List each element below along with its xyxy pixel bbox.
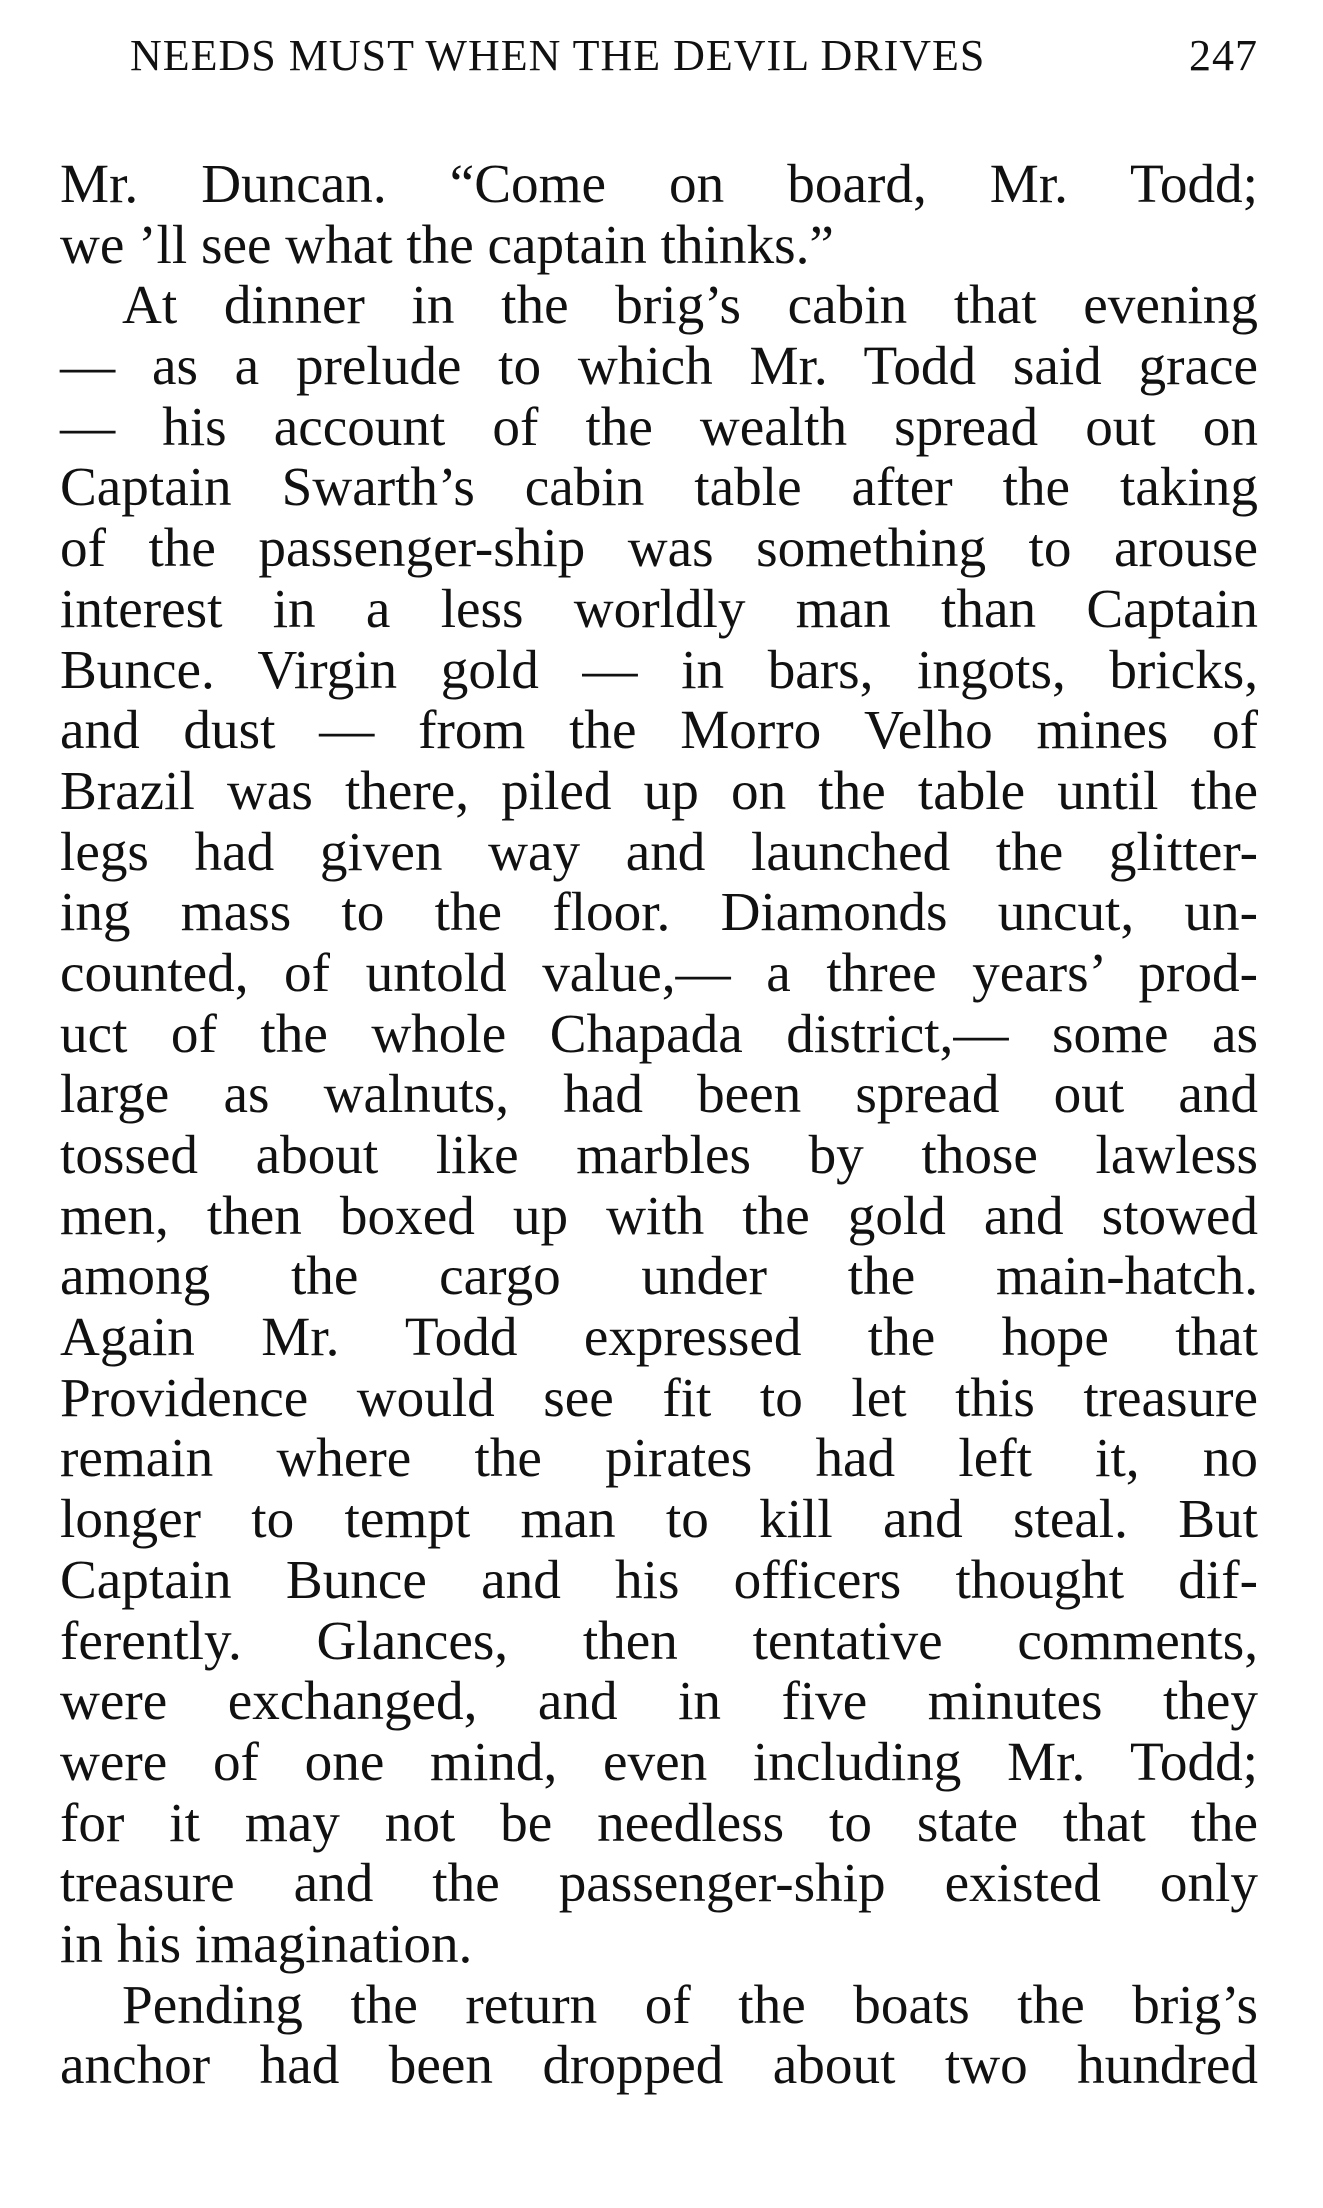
text-line: were exchanged, and in five minutes they: [60, 1670, 1258, 1732]
book-page: [60, 30, 1258, 2096]
text-line: anchor had been dropped about two hundred: [60, 2034, 1258, 2096]
text-line: for it may not be needless to state that the: [60, 1791, 1258, 1853]
text-line: counted, of untold value,— a three years’ prod-: [60, 941, 1258, 1003]
text-line: of the passenger-ship was something to arouse: [60, 517, 1258, 579]
paragraph: [60, 154, 1258, 275]
paragraph: [60, 275, 1258, 1974]
text-line: interest in a less worldly man than Captain: [60, 577, 1258, 639]
text-line: tossed about like marbles by those lawless: [60, 1124, 1258, 1185]
text-line: Pending the return of the boats the brig’s: [122, 1973, 1258, 2035]
text-line: Bunce. Virgin gold — in bars, ingots, bricks,: [60, 638, 1258, 700]
running-title: NEEDS MUST WHEN THE DEVIL DRIVES: [130, 31, 986, 80]
text-line: Again Mr. Todd expressed the hope that: [60, 1306, 1258, 1368]
running-head: [60, 30, 1258, 92]
text-line: in his imagination.: [60, 1912, 473, 1974]
text-line: ing mass to the floor. Diamonds uncut, un-: [60, 881, 1258, 943]
text-line: large as walnuts, had been spread out and: [60, 1063, 1258, 1125]
text-line: uct of the whole Chapada district,— some as: [60, 1002, 1258, 1064]
text-line: Captain Bunce and his officers thought dif-: [60, 1548, 1258, 1610]
text-line: legs had given way and launched the glitter-: [60, 820, 1258, 882]
text-line: remain where the pirates had left it, no: [60, 1427, 1258, 1489]
text-line: men, then boxed up with the gold and stowed: [60, 1184, 1258, 1246]
text-line: among the cargo under the main-hatch.: [60, 1245, 1258, 1307]
text-line: we ’ll see what the captain thinks.”: [60, 213, 834, 275]
text-line: longer to tempt man to kill and steal. But: [60, 1488, 1258, 1550]
paragraph: [60, 1975, 1258, 2096]
text-line: and dust — from the Morro Velho mines of: [60, 699, 1258, 761]
text-line: ferently. Glances, then tentative comments,: [60, 1609, 1258, 1671]
text-line: At dinner in the brig’s cabin that evening: [122, 274, 1258, 336]
text-line: Captain Swarth’s cabin table after the taking: [60, 456, 1258, 518]
text-line: Providence would see fit to let this treasure: [60, 1366, 1258, 1428]
text-line: Mr. Duncan. “Come on board, Mr. Todd;: [60, 153, 1258, 214]
text-line: — his account of the wealth spread out on: [60, 395, 1258, 457]
text-line: were of one mind, even including Mr. Todd;: [60, 1730, 1258, 1792]
body-text: [60, 154, 1258, 2096]
text-line: Brazil was there, piled up on the table until the: [60, 759, 1258, 821]
page-number: 247: [1189, 31, 1258, 80]
text-line: treasure and the passenger-ship existed only: [60, 1852, 1258, 1914]
text-line: — as a prelude to which Mr. Todd said grace: [60, 335, 1258, 397]
